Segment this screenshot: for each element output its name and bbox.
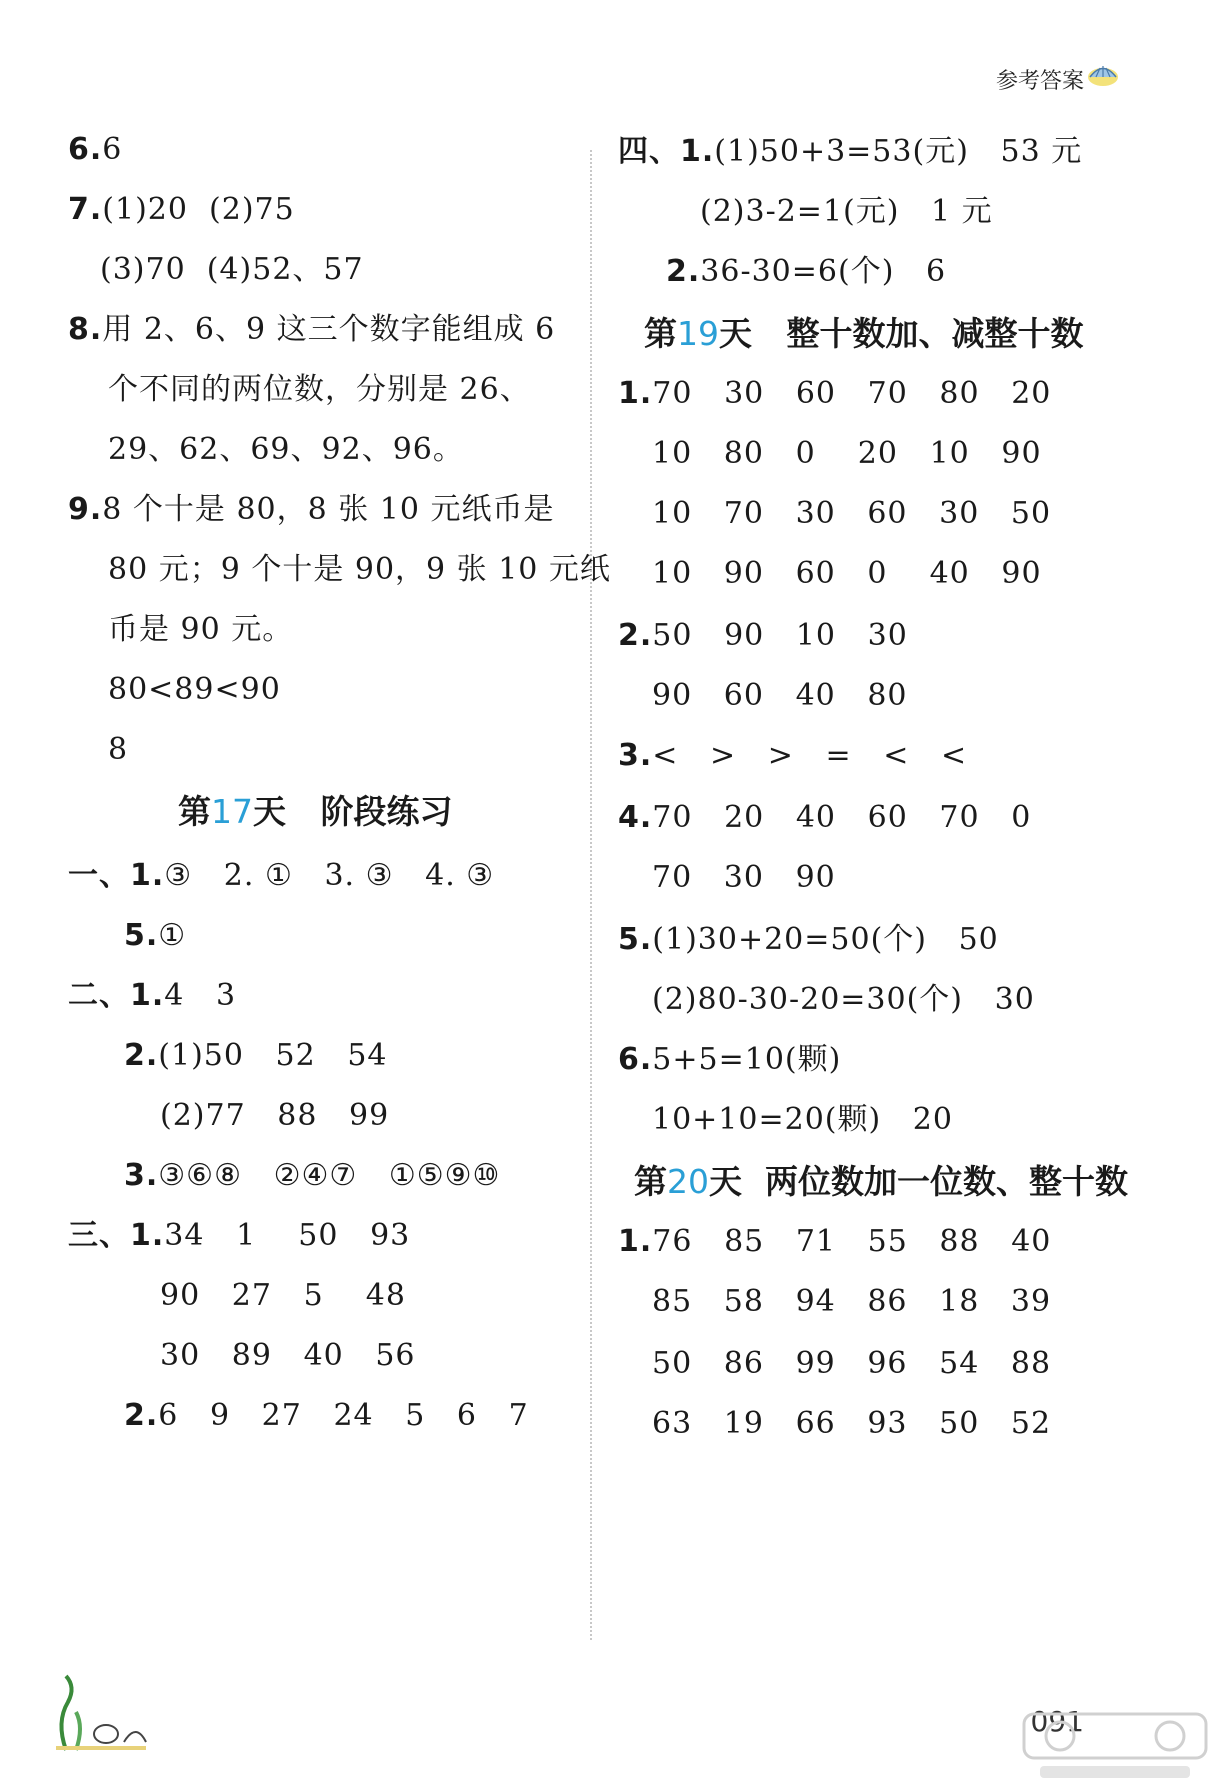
section-title-day19: 第19天 整十数加、减整十数 xyxy=(644,314,1084,353)
answer-line: 9.8 个十是 80，8 张 10 元纸币是 xyxy=(68,492,555,527)
section-title-day20: 第20天 两位数加一位数、整十数 xyxy=(634,1162,1128,1201)
page-number: 091 xyxy=(1030,1705,1084,1738)
answer-line: 2.36-30=6(个) 6 xyxy=(666,254,947,289)
seaweed-icon xyxy=(46,1672,156,1752)
answer-line: 个不同的两位数，分别是 26、 xyxy=(108,372,531,407)
answer-line: (3)70 (4)52、57 xyxy=(100,252,364,287)
answer-line: 10+10=20(颗) 20 xyxy=(652,1102,953,1137)
answer-line: 90 60 40 80 xyxy=(652,678,908,713)
answer-line: 7.(1)20 (2)75 xyxy=(68,192,295,227)
answer-line: (2)77 88 99 xyxy=(160,1098,390,1133)
answer-line: 80<89<90 xyxy=(108,672,281,707)
answer-line: 1.70 30 60 70 80 20 xyxy=(618,376,1052,411)
answer-line: 10 70 30 60 30 50 xyxy=(652,496,1052,531)
answer-line: 70 30 90 xyxy=(652,860,836,895)
answer-line: 90 27 5 48 xyxy=(160,1278,406,1313)
answer-line: 6.5+5=10(颗) xyxy=(618,1042,842,1077)
answer-line: 63 19 66 93 50 52 xyxy=(652,1406,1052,1441)
answer-line: 2.6 9 27 24 5 6 7 xyxy=(124,1398,529,1433)
header-label: 参考答案 xyxy=(995,69,1084,94)
watermark-logo-icon xyxy=(1020,1706,1210,1786)
answer-line: 二、1.4 3 xyxy=(68,978,237,1013)
answer-line: 2.50 90 10 30 xyxy=(618,618,908,653)
answer-line: 三、1.34 1 50 93 xyxy=(68,1218,411,1253)
answer-line: 29、62、69、92、96。 xyxy=(108,432,464,467)
answer-line: 85 58 94 86 18 39 xyxy=(652,1284,1052,1319)
answer-line: 8.用 2、6、9 这三个数字能组成 6 xyxy=(68,312,556,347)
answer-line: 3.< > > = < < xyxy=(618,738,968,773)
answer-line: 6.6 xyxy=(68,132,123,167)
column-divider xyxy=(590,150,592,1640)
answer-line: 30 89 40 56 xyxy=(160,1338,416,1373)
answer-line: 1.76 85 71 55 88 40 xyxy=(618,1224,1052,1259)
answer-line: (2)3-2=1(元) 1 元 xyxy=(700,194,993,229)
answer-line: 四、1.(1)50+3=53(元) 53 元 xyxy=(618,134,1083,169)
answer-line: 5.(1)30+20=50(个) 50 xyxy=(618,922,999,957)
answer-line: 4.70 20 40 60 70 0 xyxy=(618,800,1032,835)
answer-line: 10 80 0 20 10 90 xyxy=(652,436,1042,471)
answer-line: 币是 90 元。 xyxy=(108,612,294,647)
answer-line: 8 xyxy=(108,732,129,767)
answer-line: 10 90 60 0 40 90 xyxy=(652,556,1042,591)
answer-line: 5.① xyxy=(124,918,187,953)
shell-icon xyxy=(1086,62,1120,88)
answer-line: (2)80-30-20=30(个) 30 xyxy=(652,982,1035,1017)
answer-line: 80 元；9 个十是 90，9 张 10 元纸 xyxy=(108,552,611,587)
answer-line: 3.③⑥⑧ ②④⑦ ①⑤⑨⑩ xyxy=(124,1158,501,1193)
section-title-day17: 第17天 阶段练习 xyxy=(178,792,453,831)
answer-line: 2.(1)50 52 54 xyxy=(124,1038,388,1073)
answer-line: 一、1.③ 2. ① 3. ③ 4. ③ xyxy=(68,858,495,893)
answer-line: 50 86 99 96 54 88 xyxy=(652,1346,1052,1381)
